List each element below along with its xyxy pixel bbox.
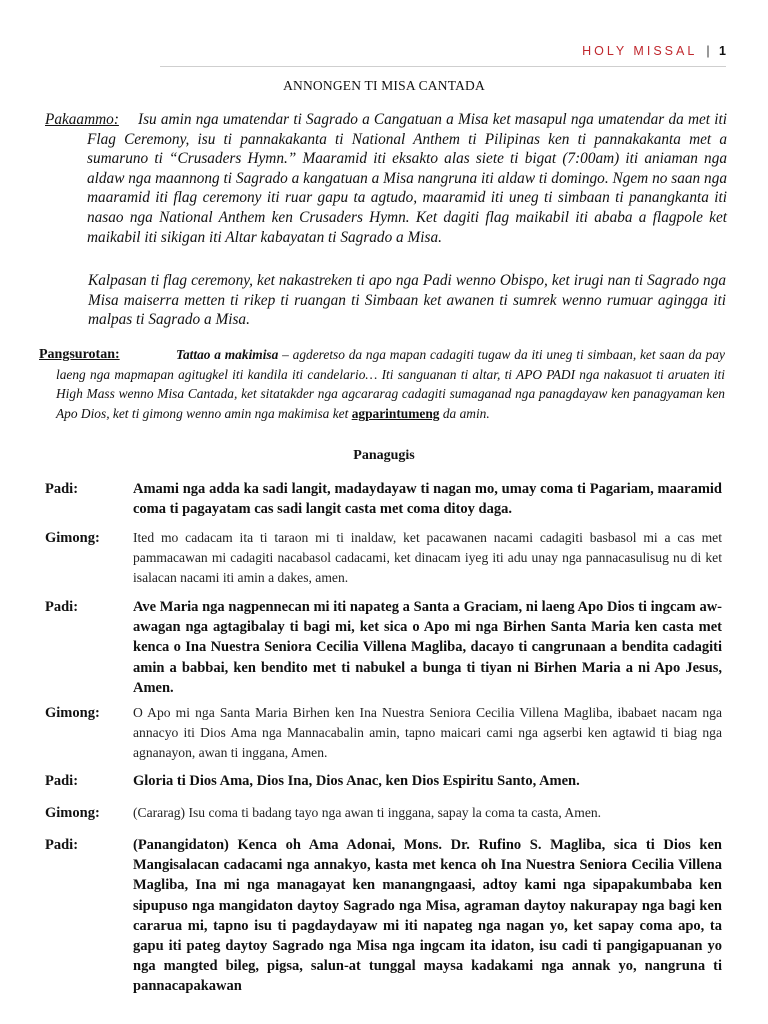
dialogue-text: (Panangidaton) Kenca oh Ama Adonai, Mons. Dr. Rufino S. Magliba, sica ti Dios ken Mangisalacan cadacami nga annakyo, kasta met kenca oh Ina Nuestra Seniora Cecilia Villena Magliba, Ina mi nga managayat ken manangngaasi, adtoy kami nga sipapakumbaba ken sipupuso nga mangidaton daytoy Sagrado nga Misa, agraman daytoy nakurapay nga bagi ken cararua mi, tapno isu ti pagdaydayaw mi iti napateg nga nagan yo, ket sapay coma apo, ta gapu iti pateg daytoy Sagrado nga Misa nga ingcam ita idaton, isu cadi ti pangigapuanan yo nga mangted bileg, pigsa, salun-at tunggal maysa kadakami nga annak yo, nangruna ti pannacapakawan — [133, 837, 722, 995]
dialogue-text: Amami nga adda ka sadi langit, madaydayaw ti nagan mo, umay coma ti Pagariam, maaramid coma ti pagayatam cas sadi langit casta met coma ditoy daga. — [133, 481, 722, 518]
pangsurotan-label: Pangsurotan: — [39, 347, 120, 362]
pakaammo-label: Pakaammo: — [45, 111, 119, 128]
dialogue-text: Ited mo cadacam ita ti taraon mi ti inaldaw, ket pacawanen nacami cadagiti basbasol mi a cas met pammacawan mi cadagiti nacabasol cadacami, ket dinacam iyeg iti adu unay nga pannacasulisug nu di ket isalacan nacami iti amin a dakes, amen. — [133, 530, 722, 586]
speaker-label: Padi: — [45, 773, 79, 789]
speaker-label: Gimong: — [45, 530, 100, 546]
header-title: HOLY MISSAL — [582, 44, 697, 58]
running-header — [160, 44, 726, 58]
pakaammo-text: Isu amin nga umatendar ti Sagrado a Cangatuan a Misa ket masapul nga umatendar da met iti Flag Ceremony, isu ti pannakakanta ti National Anthem ti Pilipinas ken ti pannakakanta met a sumaruno ti “Crusaders Hymn.” Maaramid iti eksakto alas siete ti bigat (7:00am) iti aniaman nga aldaw nga maannong ti Sagrado a kangatuan a Misa nangruna iti aldaw ti domingo. Ngem no saan nga maaramid iti flag ceremony iti ruar gapu ta agtudo, maaramid iti uneg ti simbaan ti panangkanta iti nasao nga National Anthem ken Crusaders Hymn. Ket dagiti flag maikabil iti ababa a flagpole ket maikabil iti sikigan iti Altar kabayatan ti Sagrado a Misa. — [87, 111, 727, 246]
speaker-label: Padi: — [45, 599, 79, 615]
speaker-label: Gimong: — [45, 805, 100, 821]
document-title: ANNONGEN TI MISA CANTADA — [283, 78, 485, 93]
section-title: Panagugis — [353, 448, 415, 463]
dialogue-text: Ave Maria nga nagpennecan mi iti napateg a Santa a Graciam, ni laeng Apo Dios ti ingcam aw-awagan nga agtagibalay ti bagi mi, ket sica o Apo mi nga Birhen Santa Maria ken casta met kenca o Ina Nuestra Seniora Cecilia Villena Magliba, dacayo ti cangrunaan a bendita cadagiti amin a babbai, ken bendito met ti nabukel a bunga ti tiyan ni Birhen Maria a ni Apo Jesus, Amen. — [133, 599, 722, 696]
speaker-label: Padi: — [45, 481, 79, 497]
pakaammo-paragraph — [45, 110, 727, 247]
dialogue-text: (Cararag) Isu coma ti badang tayo nga awan ti inggana, sapay la coma ta casta, Amen. — [133, 805, 602, 820]
speaker-label: Padi: — [45, 837, 79, 853]
pangsurotan-subtitle: Tattao a makimisa — [176, 347, 279, 362]
pangsurotan-keyword: agparintumeng — [351, 405, 440, 421]
pangsurotan-ending: da amin. — [442, 405, 490, 421]
pangsurotan-paragraph — [39, 344, 725, 423]
dialogue-text: Gloria ti Dios Ama, Dios Ina, Dios Anac, ken Dios Espiritu Santo, Amen. — [133, 773, 580, 789]
pangsurotan-body — [39, 345, 725, 423]
kalpasan-paragraph: Kalpasan ti flag ceremony, ket nakastreken ti apo nga Padi wenno Obispo, ket irugi nan ti Sagrado nga Misa maiserra metten ti rikep ti ruangan ti Simbaan ket awanen ti sumrek wenno rumuar agingga iti malpas ti Sagrado a Misa. — [88, 272, 726, 329]
pangsurotan-text: – agderetso da nga mapan cadagiti tugaw da iti uneg ti simbaan, ket saan da pay laeng nga mapmapan agitugkel iti kandila iti candelario… Iti sanguanan ti altar, ti APO PADI nga nakasuot ti aruaten iti High Mass wenno Misa Cantada, ket sitatakder nga agcararag cadagiti sumaganad nga panagdayaw ken panagyaman ken Apo Dios, ket ti gimong wenno amin nga makimisa ket — [56, 347, 725, 421]
header-rule — [160, 66, 726, 67]
page-number: 1 — [719, 44, 726, 58]
dialogue-text: O Apo mi nga Santa Maria Birhen ken Ina Nuestra Seniora Cecilia Villena Magliba, ibabaet nacam nga annacyo iti Dios Ama nga Mannacabalin amin, tapno maicari cami nga agserbi ken agtawid ti biag nga agnanayon, awan ti inggana, Amen. — [133, 705, 722, 761]
header-separator: | — [706, 44, 710, 58]
speaker-label: Gimong: — [45, 705, 100, 721]
